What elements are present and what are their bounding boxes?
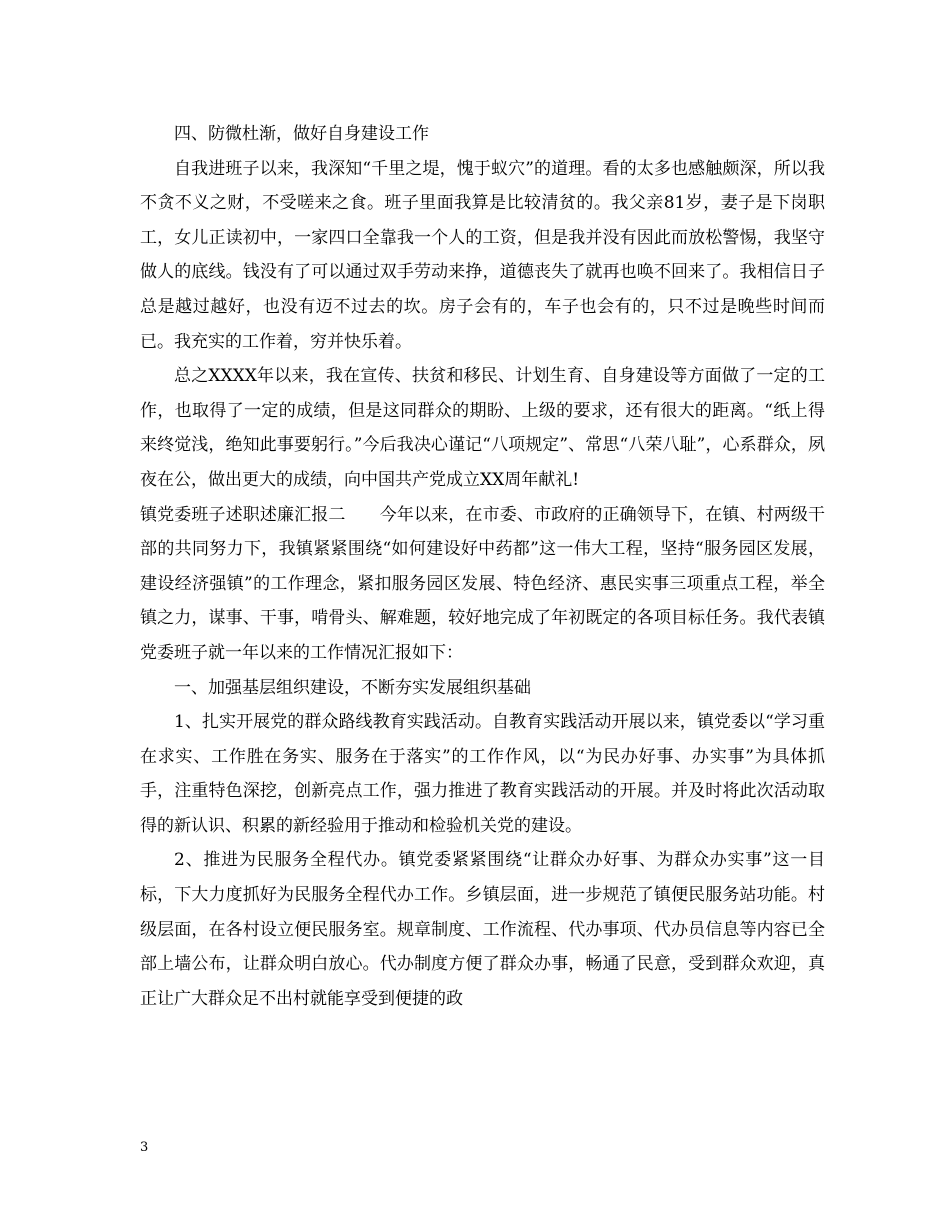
- paragraph: 2、推进为民服务全程代办。镇党委紧紧围绕“让群众办好事、为群众办实事”这一目标，下大力度抓好为民服务全程代办工作。乡镇层面，进一步规范了镇便民服务站功能。村级层面，在各村设立便民服务室。规章制度、工作流程、代办事项、代办员信息等内容已全部上墙公布，让群众明白放心。代办制度方便了群众办事，畅通了民意，受到群众欢迎，真正让广大群众足不出村就能享受到便捷的政: [140, 850, 825, 1009]
- paragraph: 1、扎实开展党的群众路线教育实践活动。自教育实践活动开展以来，镇党委以“学习重在求实、工作胜在务实、服务在于落实”的工作作风，以“为民办好事、办实事”为具体抓手，注重特色深挖，创新亮点工作，强力推进了教育实践活动的开展。并及时将此次活动取得的新认识、积累的新经验用于推动和检验机关党的建设。: [140, 712, 825, 836]
- section-heading-1: 一、加强基层组织建设，不断夯实发展组织基础: [174, 677, 531, 698]
- document-body: [140, 117, 825, 1016]
- section-heading-4: 四、防微杜渐，做好自身建设工作: [174, 124, 429, 144]
- paragraph: 总之XXXX年以来，我在宣传、扶贫和移民、计划生育、自身建设等方面做了一定的工作，也取得了一定的成绩，但是这同群众的期盼、上级的要求，还有很大的距离。“纸上得来终觉浅，绝知此事要躬行。”今后我决心谨记“八项规定”、常思“八荣八耻”，心系群众，夙夜在公，做出更大的成绩，向中国共产党成立XX周年献礼!: [140, 366, 825, 490]
- page-number: 3: [140, 1140, 149, 1155]
- report-title-paragraph: 镇党委班子述职述廉汇报二 今年以来，在市委、市政府的正确领导下，在镇、村两级干部的共同努力下，我镇紧紧围绕“如何建设好中药都”这一伟大工程，坚持“服务园区发展，建设经济强镇”的工作理念，紧扣服务园区发展、特色经济、惠民实事三项重点工程，举全镇之力，谋事、干事，啃骨头、解难题，较好地完成了年初既定的各项目标任务。我代表镇党委班子就一年以来的工作情况汇报如下：: [140, 504, 825, 663]
- paragraph: 自我进班子以来，我深知“千里之堤，愧于蚁穴”的道理。看的太多也感触颇深，所以我不贪不义之财，不受嗟来之食。班子里面我算是比较清贫的。我父亲81岁，妻子是下岗职工，女儿正读初中，一家四口全靠我一个人的工资，但是我并没有因此而放松警惕，我坚守做人的底线。钱没有了可以通过双手劳动来挣，道德丧失了就再也唤不回来了。我相信日子总是越过越好，也没有迈不过去的坎。房子会有的，车子也会有的，只不过是晚些时间而已。我充实的工作着，穷并快乐着。: [140, 158, 825, 352]
